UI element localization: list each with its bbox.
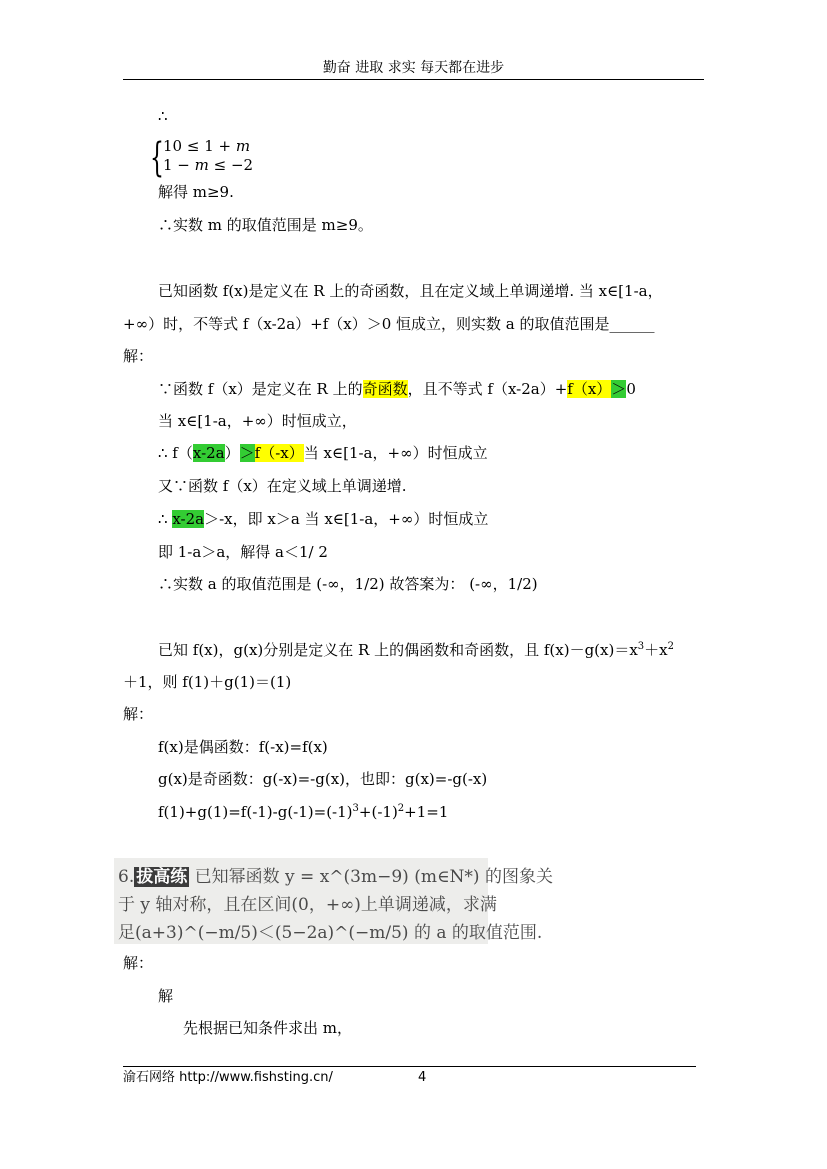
text: ，且不等式 f（x-2a）+	[407, 380, 568, 398]
highlight-odd-function: 奇函数	[362, 380, 408, 398]
problem-number: 6.	[118, 867, 135, 887]
footer-divider	[123, 1066, 696, 1067]
text: +(-1)	[358, 803, 398, 821]
result-line: ∴实数 m 的取值范围是 m≥9。	[158, 216, 373, 234]
highlight-x-2a: x-2a	[192, 444, 225, 462]
highlight-gt: ＞	[611, 380, 627, 398]
text: 已知幂函数 y = x^(3m−9) (m∈N*) 的图象关	[194, 867, 553, 887]
text: ∵函数 f（x）是定义在 R 上的	[158, 380, 363, 398]
solution4-line2: 先根据已知条件求出 m，	[183, 1019, 352, 1037]
problem3-line1	[158, 640, 674, 660]
scan-line-2: 于 y 轴对称，且在区间(0，+∞)上单调递减，求满	[118, 895, 497, 915]
solution2-line1	[158, 379, 636, 399]
scan-line-1	[118, 862, 553, 887]
highlight-gt: ＞	[239, 444, 255, 462]
solution2-line7: ∴实数 a 的取值范围是 (-∞，1/2) 故答案为： (-∞，1/2)	[158, 575, 538, 593]
solution2-label: 解：	[123, 347, 154, 365]
superscript: 3	[352, 803, 359, 814]
therefore-symbol: ∴	[158, 107, 168, 125]
text: ＞-x，即 x＞a 当 x∈[1-a，+∞）时恒成立	[204, 510, 489, 528]
solution2-line4: 又∵函数 f（x）在定义域上单调递增.	[158, 477, 407, 495]
solution3-line3	[158, 802, 448, 822]
problem2-line1: 已知函数 f(x)是定义在 R 上的奇函数，且在定义域上单调递增. 当 x∈[1-a，	[158, 282, 663, 300]
superscript: 3	[637, 641, 645, 652]
system-brace: {	[150, 135, 164, 181]
scanned-problem-image	[114, 858, 553, 944]
highlight-f-neg-x: f（-x）	[254, 444, 304, 462]
solve-line: 解得 m≥9.	[158, 183, 234, 201]
solution2-line6: 即 1-a＞a，解得 a＜1/ 2	[158, 543, 328, 561]
solution3-label: 解：	[123, 705, 154, 723]
text: 当 x∈[1-a，+∞）时恒成立	[303, 444, 488, 462]
header-divider	[123, 79, 704, 80]
inequality-1: 10 ≤ 1 + 𝑚	[163, 137, 251, 155]
text: ∴	[158, 510, 173, 528]
text: ＋x	[644, 641, 668, 659]
solution2-line5	[158, 509, 488, 529]
text: ∴ f（	[158, 444, 193, 462]
solution4-line1: 解	[158, 987, 174, 1005]
page-header-title: 勤奋 进取 求实 每天都在进步	[322, 60, 505, 76]
solution2-line2: 当 x∈[1-a，+∞）时恒成立，	[158, 412, 357, 430]
inequality-2: 1 − 𝑚 ≤ −2	[163, 156, 254, 174]
superscript: 2	[397, 803, 405, 814]
scan-line-3: 足(a+3)^(−m/5)＜(5−2a)^(−m/5) 的 a 的取值范围.	[118, 923, 543, 943]
solution3-line2: g(x)是奇函数：g(-x)=-g(x)，也即：g(x)=-g(-x)	[158, 770, 488, 788]
text: ）	[224, 444, 240, 462]
solution2-line3	[158, 443, 488, 463]
text: f(1)+g(1)=f(-1)-g(-1)=(-1)	[158, 803, 353, 821]
solution3-line1: f(x)是偶函数：f(-x)=f(x)	[158, 738, 328, 756]
page-number: 4	[418, 1070, 427, 1085]
superscript: 2	[667, 641, 675, 652]
advanced-tag: 拔高练	[136, 867, 188, 887]
problem2-line2: +∞）时，不等式 f（x-2a）+f（x）＞0 恒成立，则实数 a 的取值范围是______	[123, 315, 655, 333]
problem3-line2: ＋1，则 f(1)＋g(1)＝(1)	[123, 673, 292, 691]
solution4-label: 解：	[123, 954, 154, 972]
text: 已知 f(x)，g(x)分别是定义在 R 上的偶函数和奇函数，且 f(x)－g(x)＝x	[158, 641, 638, 659]
text: +1=1	[404, 803, 449, 821]
highlight-fx: f（x）	[567, 380, 612, 398]
footer-site: 渝石网络 http://www.fishsting.cn/	[123, 1070, 333, 1085]
text: 0	[626, 380, 636, 398]
highlight-x-2a: x-2a	[172, 510, 205, 528]
